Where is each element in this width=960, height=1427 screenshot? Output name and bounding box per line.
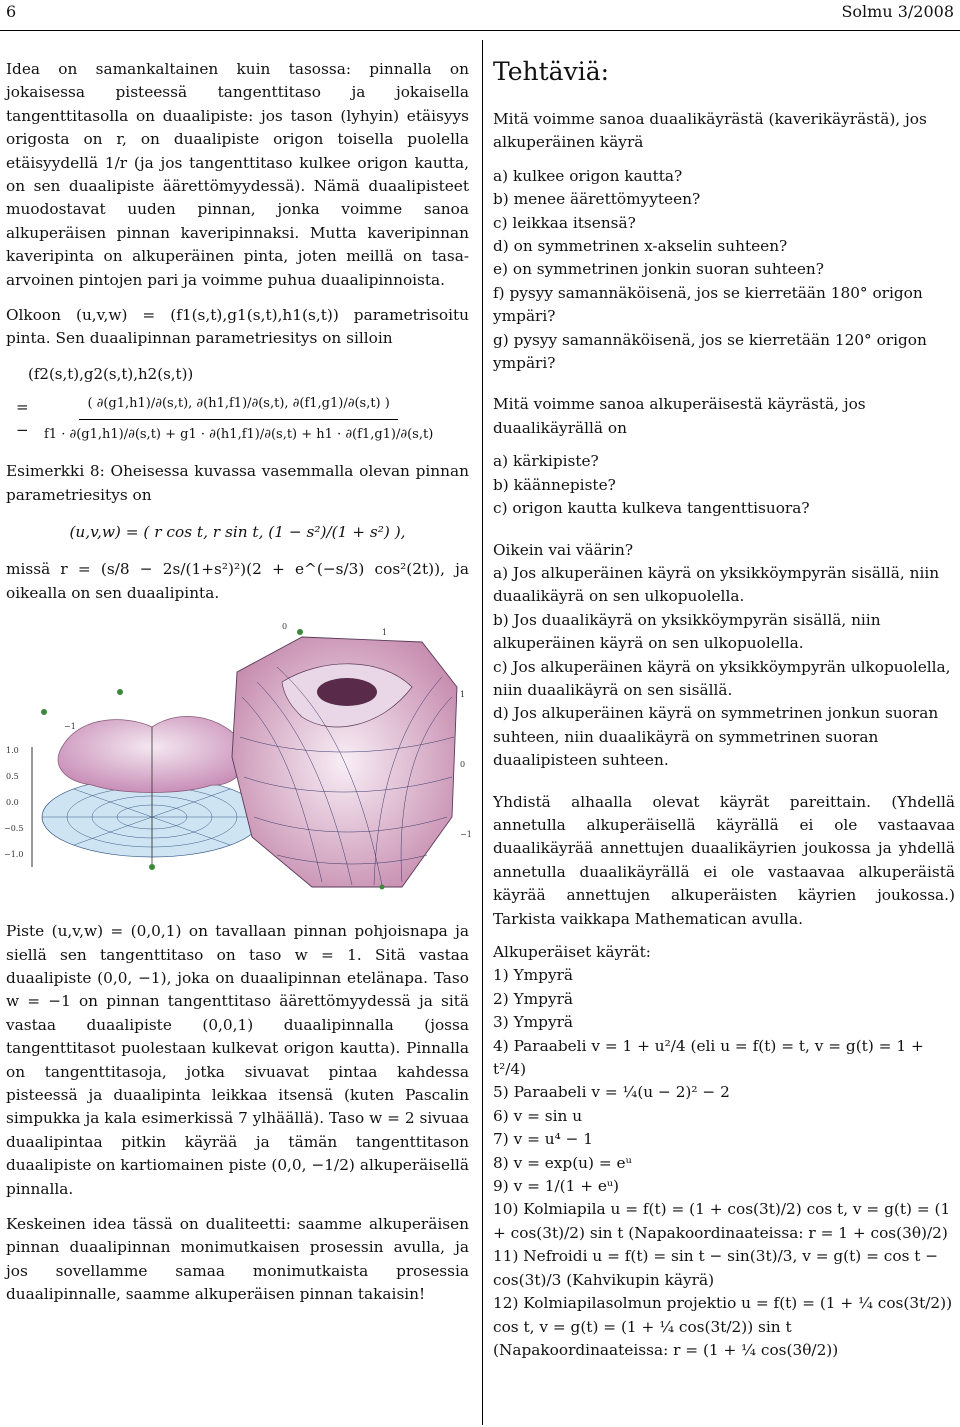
tick-label: 0.0 — [6, 798, 19, 808]
exercise-intro: Oikein vai väärin? — [493, 540, 634, 559]
formula-lhs: (f2(s,t),g2(s,t),h2(s,t)) — [28, 364, 194, 383]
exercise-block-2 — [493, 393, 955, 520]
formula-numerator: ( ∂(g1,h1)/∂(s,t), ∂(h1,f1)/∂(s,t), ∂(f1,g1)/∂(s,t) ) — [79, 392, 397, 419]
curve-item: 6) v = sin u — [493, 1106, 583, 1125]
tick-label: 0 — [460, 760, 466, 770]
curve-item: 3) Ympyrä — [493, 1013, 574, 1032]
column-divider — [482, 40, 483, 1425]
exercise-block-3 — [493, 539, 955, 773]
curve-item: 10) Kolmiapila u = f(t) = (1 + cos(3t)/2) cos t, v = g(t) = (1 + cos(3t)/2) sin t (Napakoordinaateissa: r = 1 + cos(3θ)/2) — [493, 1200, 951, 1242]
tick-label: −0.5 — [4, 824, 24, 834]
curve-list — [493, 941, 955, 1362]
intro-paragraph: Idea on samankaltainen kuin tasossa: pinnalla on jokaisessa pisteessä tangenttitaso ja jokaisella tangenttitasolla on duaalipiste: jos tason (lyhyin) etäisyys origosta on r, on duaalipiste origon toisella puolella etäisyydellä 1/r (ja jos tangenttitaso kulkee origon kautta, on sen duaalipiste äärettömyydessä). Nämä duaalipisteet muodostavat uuden pinnan, jonka voimme sanoa alkuperäisen pinnan kaveripinnaksi. Mutta kaveripinnan kaveripinta on alkuperäinen pinta, joten meillä on tasa-arvoinen pintojen pari ja voimme puhua duaalipinnoista. — [6, 60, 469, 289]
exercise-intro: Mitä voimme sanoa alkuperäisestä käyrästä, jos duaalikäyrällä on — [493, 395, 866, 437]
exercises-title: Tehtäviä: — [493, 57, 610, 86]
exercise-item: a) kärkipiste? — [493, 452, 599, 471]
curve-item: 1) Ympyrä — [493, 966, 574, 985]
exercise-item: f) pysyy samannäköisenä, jos se kierretään 180° origon ympäri? — [493, 283, 923, 326]
tick-label: 0.5 — [6, 772, 19, 782]
surface-plots — [2, 617, 472, 902]
exercise-item: c) leikkaa itsensä? — [493, 213, 636, 232]
north-pole-paragraph: Piste (u,v,w) = (0,0,1) on tavallaan pinnan pohjoisnapa ja siellä sen tangenttitaso on taso w = 1. Sitä vastaa duaalipiste (0,0, −1), joka on duaalipinnan etelänapa. Taso w = −1 on pinnan tangenttitaso äärettömyydessä ja sitä vastaa duaalipiste (0,0,1) duaalipinnalla (jossa tangenttitasot puolestaan kulkevat origon kautta). Pinnalla on tangenttitasoja, jotka sivuavat pintaa kahdessa pisteessä ja duaalipinta leikkaa itsensä (kuten Pascalin simpukka ja kala esimerkissä 7 ylhäällä). Taso w = 2 sivuaa duaalipintaa pitkin käyrää ja tämän tangenttitason duaalipiste on kartiomainen piste (0,0, −1/2) alkuperäisellä pinnalla. — [6, 922, 469, 1198]
exercise-item: d) on symmetrinen x-akselin suhteen? — [493, 237, 788, 256]
left-column — [4, 58, 472, 1319]
tick-label: 1 — [460, 690, 466, 700]
example-equation: (u,v,w) = ( r cos t, r sin t, (1 − s²)/(1 + s²) ), — [69, 522, 406, 541]
tick-label: 1.0 — [6, 746, 19, 756]
exercise-item: g) pysyy samannäköisenä, jos se kierretään 120° origon ympäri? — [493, 330, 927, 373]
dual-formula — [6, 363, 469, 446]
curve-item: 11) Nefroidi u = f(t) = sin t − sin(3t)/3, v = g(t) = cos t − cos(3t)/3 (Kahvikupin käyrä) — [493, 1247, 939, 1289]
page-number: 6 — [6, 2, 17, 21]
journal-issue: Solmu 3/2008 — [841, 2, 954, 21]
curve-item: 2) Ympyrä — [493, 989, 574, 1008]
surface-figure — [2, 617, 472, 902]
curve-item: 8) v = exp(u) = eᵘ — [493, 1153, 632, 1172]
tick-label: 0 — [282, 622, 288, 632]
original-surface — [4, 689, 262, 870]
dual-surface — [232, 622, 472, 890]
header-rule — [0, 30, 960, 31]
right-column — [493, 58, 955, 1380]
curve-item: 9) v = 1/(1 + eᵘ) — [493, 1177, 619, 1196]
curve-item: 4) Paraabeli v = 1 + u²/4 (eli u = f(t) = t, v = g(t) = 1 + t²/4) — [493, 1036, 924, 1079]
exercise-item: a) Jos alkuperäinen käyrä on yksikköympyrän sisällä, niin duaalikäyrä on sen ulkopuolella. — [493, 563, 940, 606]
formula-equals: = − — [16, 397, 29, 440]
parametrization-paragraph: Olkoon (u,v,w) = (f1(s,t),g1(s,t),h1(s,t)) parametrisoitu pinta. Sen duaalipinnan parametriesitys on silloin — [6, 306, 469, 348]
exercise-item: d) Jos alkuperäinen käyrä on symmetrinen jonkun suoran suhteen, niin duaalikäyrä on symmetrinen suoran duaalipisteen suhteen. — [493, 704, 939, 770]
formula-fraction — [44, 392, 433, 446]
exercise-item: c) origon kautta kulkeva tangenttisuora? — [493, 499, 810, 518]
tick-label: −1 — [64, 722, 76, 732]
curve-item: 7) v = u⁴ − 1 — [493, 1130, 594, 1149]
curve-item: 12) Kolmiapilasolmun projektio u = f(t) = (1 + ¼ cos(3t/2)) cos t, v = g(t) = (1 + ¼ cos(3t/2)) sin t (Napakoordinaateissa: r = (1 + ¼ cos(3θ/2)) — [493, 1294, 953, 1359]
exercise-item: b) menee äärettömyyteen? — [493, 190, 701, 209]
example-paragraph: Esimerkki 8: Oheisessa kuvassa vasemmalla olevan pinnan parametriesitys on — [6, 462, 469, 504]
matching-paragraph: Yhdistä alhaalla olevat käyrät pareittain. (Yhdellä annetulla alkuperäisellä käyrällä ei ole vastaavaa duaalikäyrää annettujen duaalikäyrien joukossa ja yhdellä annetulla duaalikäyrällä ei ole vastaavaa alkuperäistä käyrää annettujen alkuperäisten käyrien joukossa.) Tarkista vaikkapa Mathematican avulla. — [493, 792, 955, 928]
radius-paragraph: missä r = (s/8 − 2s/(1+s²)²)(2 + e^(−s/3) cos²(2t)), ja oikealla on sen duaalipinta. — [6, 560, 469, 602]
exercise-item: b) Jos duaalikäyrä on yksikköympyrän sisällä, niin alkuperäinen käyrä on sen ulkopuolella. — [493, 610, 881, 653]
exercise-item: c) Jos alkuperäinen käyrä on yksikköympyrän ulkopuolella, niin duaalikäyrä on sen sisällä. — [493, 657, 951, 699]
exercise-block-1 — [493, 108, 955, 375]
curve-list-title: Alkuperäiset käyrät: — [493, 943, 651, 961]
formula-denominator: f1 · ∂(g1,h1)/∂(s,t) + g1 · ∂(h1,f1)/∂(s,t) + h1 · ∂(f1,g1)/∂(s,t) — [44, 426, 434, 442]
tick-label: 1 — [382, 628, 388, 638]
tick-label: −1 — [460, 830, 472, 840]
tick-label: −1.0 — [4, 850, 24, 860]
exercise-item: a) kulkee origon kautta? — [493, 166, 683, 185]
exercise-item: b) käännepiste? — [493, 475, 616, 494]
exercise-item: e) on symmetrinen jonkin suoran suhteen? — [493, 260, 824, 279]
curve-item: 5) Paraabeli v = ¼(u − 2)² − 2 — [493, 1083, 730, 1102]
exercise-intro: Mitä voimme sanoa duaalikäyrästä (kaverikäyrästä), jos alkuperäinen käyrä — [493, 110, 927, 152]
duality-paragraph: Keskeinen idea tässä on dualiteetti: saamme alkuperäisen pinnan duaalipinnan monimutkaisen prosessin avulla, ja jos sovellamme samaa monimutkaista prosessia duaalipinnalle, saamme alkuperäisen pinnan takaisin! — [6, 1215, 469, 1304]
